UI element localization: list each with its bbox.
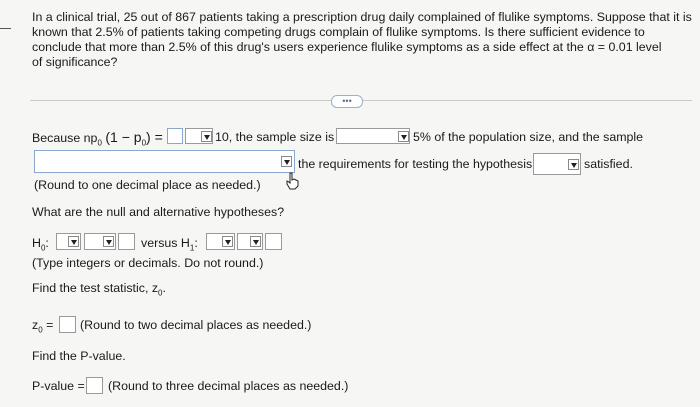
h0-label xyxy=(32,236,49,255)
test-stat-prompt-sub: 0 xyxy=(158,288,163,298)
chevron-down-icon xyxy=(201,131,212,142)
chevron-down-icon xyxy=(68,236,79,247)
test-stat-prompt-text: Find the test statistic, z xyxy=(32,281,159,295)
population-text: 5% of the population size, and the sample xyxy=(413,130,644,144)
h0-parameter-dropdown[interactable] xyxy=(56,233,81,250)
h1-parameter-dropdown[interactable] xyxy=(206,233,235,250)
test-stat-prompt-end: . xyxy=(162,281,166,295)
chevron-down-icon xyxy=(250,236,261,247)
h0-sub: 0 xyxy=(40,243,46,253)
chevron-down-icon xyxy=(222,236,233,247)
chevron-down-icon xyxy=(281,156,292,167)
because-text: Because np xyxy=(32,131,98,145)
satisfied-dropdown[interactable] xyxy=(533,153,581,175)
pvalue-note: (Round to three decimal places as needed.) xyxy=(108,379,349,393)
chevron-down-icon xyxy=(398,131,409,142)
h0-value-input[interactable] xyxy=(118,233,135,250)
sample-size-text: 10, the sample size is xyxy=(215,130,335,144)
h0-text: H xyxy=(32,236,41,250)
z0-label xyxy=(32,318,53,337)
sub-zero: 0 xyxy=(97,138,102,148)
left-edge-mark xyxy=(0,28,11,29)
question-line-1: In a clinical trial, 25 out of 867 patients taking a prescription drug daily complained of flulike symptoms. Suppose that it is xyxy=(32,10,692,24)
np-value-input[interactable] xyxy=(167,128,183,144)
h1-value-input[interactable] xyxy=(265,233,282,250)
requirements-text: the requirements for testing the hypothesis xyxy=(298,157,533,171)
pvalue-label: P-value = xyxy=(32,379,85,393)
hand-cursor-icon xyxy=(285,172,299,190)
more-button[interactable]: ••• xyxy=(331,95,363,108)
h1-operator-dropdown[interactable] xyxy=(237,233,263,250)
np-formula xyxy=(32,130,163,150)
versus-text: versus H xyxy=(141,236,190,250)
h0-colon: : xyxy=(45,236,49,250)
test-stat-note: (Round to two decimal places as needed.) xyxy=(80,318,312,332)
test-stat-prompt xyxy=(32,281,166,300)
hypotheses-prompt: What are the null and alternative hypotheses? xyxy=(32,205,285,219)
pvalue-input[interactable] xyxy=(86,377,103,394)
question-line-3: conclude that more than 2.5% of this drug's users experience flulike symptoms as a side effect at the α = 0.01 level xyxy=(32,40,662,54)
z0-input[interactable] xyxy=(59,316,76,333)
chevron-down-icon xyxy=(568,159,579,170)
paren-open: (1 − p xyxy=(105,129,142,145)
requirements-dropdown[interactable] xyxy=(34,150,295,173)
comparison-dropdown[interactable] xyxy=(185,128,213,144)
h0-operator-dropdown[interactable] xyxy=(84,233,116,250)
question-line-2: known that 2.5% of patients taking competing drugs complain of flulike symptoms. Is there sufficient evidence to xyxy=(32,25,645,39)
versus-h1-label xyxy=(141,236,198,255)
z-sub: 0 xyxy=(38,325,43,335)
h1-sub: 1 xyxy=(189,243,195,253)
chevron-down-icon xyxy=(103,236,114,247)
h1-colon: : xyxy=(194,236,198,250)
round-note: (Round to one decimal place as needed.) xyxy=(34,178,261,192)
z-eq: = xyxy=(42,318,54,332)
paren-close: ) = xyxy=(146,129,163,145)
type-note: (Type integers or decimals. Do not round.) xyxy=(32,256,264,270)
question-line-4: of significance? xyxy=(32,55,118,69)
sub-zero-2: 0 xyxy=(141,138,147,148)
z-text: z xyxy=(32,318,39,332)
satisfied-text: satisfied. xyxy=(584,157,633,171)
pvalue-prompt: Find the P-value. xyxy=(32,349,126,363)
sample-size-dropdown[interactable] xyxy=(336,128,410,144)
